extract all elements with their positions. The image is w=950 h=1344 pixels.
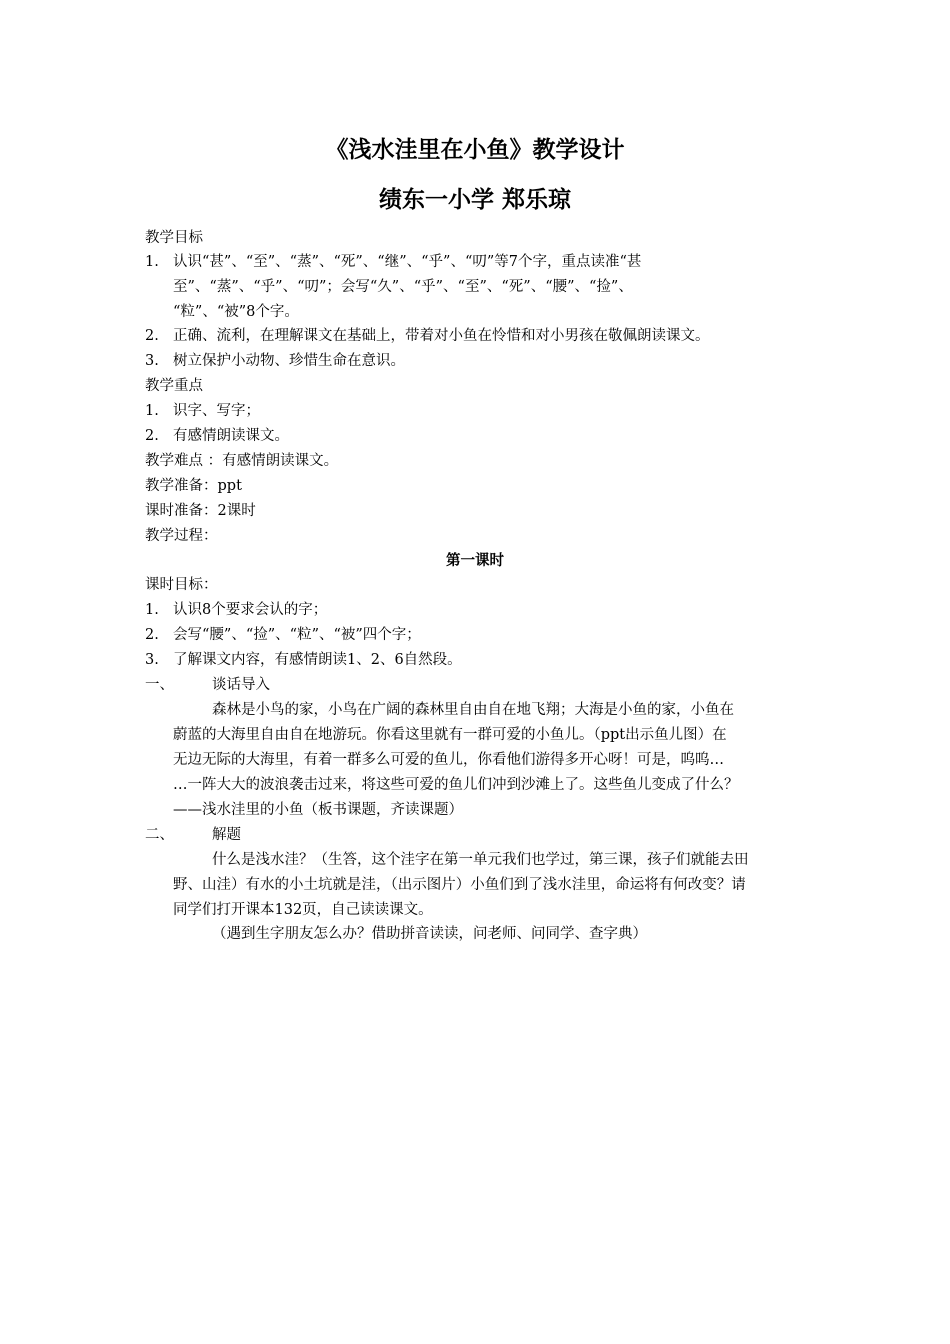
key-point-2-text: 有感情朗读课文。: [173, 428, 289, 444]
objective-1-line-3: “粒”、“被”8个字。: [173, 304, 299, 320]
objective-2-text: 正确、流利，在理解课文在基础上，带着对小鱼在怜惜和对小男孩在敬佩朗读课文。: [173, 328, 710, 344]
document-title: 《浅水洼里在小鱼》教学设计: [325, 137, 625, 163]
key-point-1-number: 1.: [145, 403, 159, 419]
key-point-2-number: 2.: [145, 428, 159, 444]
section-1-paragraph-line-3: 无边无际的大海里，有着一群多么可爱的鱼儿，你看他们游得多开心呀！可是，呜呜…: [173, 752, 724, 768]
author-line: 绩东一小学 郑乐琼: [378, 187, 571, 213]
lesson-goal-3-text: 了解课文内容，有感情朗读1、2、6自然段。: [173, 652, 462, 668]
process-line: 教学过程：: [145, 528, 218, 544]
objective-1-line-1: 认识“甚”、“至”、“蒸”、“死”、“继”、“乎”、“叨”等7个字，重点读准“甚: [173, 254, 642, 270]
objective-2-number: 2.: [145, 328, 159, 344]
section-2-paragraph-line-3: 同学们打开课本132页，自己读读课文。: [173, 902, 433, 918]
objective-1-number: 1.: [145, 254, 159, 270]
lesson-goal-1-text: 认识8个要求会认的字；: [173, 602, 328, 618]
section-1-paragraph-line-5: ——浅水洼里的小鱼（板书课题，齐读课题）: [173, 802, 463, 818]
section-1-heading: 谈话导入: [212, 677, 270, 693]
objectives-heading: 教学目标: [145, 230, 203, 246]
section-2-heading: 解题: [212, 827, 241, 843]
section-1-paragraph-line-4: …一阵大大的波浪袭击过来，将这些可爱的鱼儿们冲到沙滩上了。这些鱼儿变成了什么？: [173, 777, 739, 793]
lesson-1-heading: 第一课时: [446, 552, 504, 569]
difficulty-line: 教学难点 ：有感情朗读课文。: [145, 453, 339, 469]
lesson-goals-heading: 课时目标：: [145, 577, 218, 593]
hours-line: 课时准备：2课时: [145, 503, 256, 519]
lesson-goal-2-number: 2.: [145, 627, 159, 643]
preparation-line: 教学准备：ppt: [145, 478, 242, 494]
objective-3-number: 3.: [145, 353, 159, 369]
objective-1-line-2: 至”、“蒸”、“乎”、“叨”；会写“久”、“乎”、“至”、“死”、“腰”、“捡”、: [173, 279, 633, 295]
section-2-paragraph-line-1: 什么是浅水洼？（生答，这个洼字在第一单元我们也学过，第三课，孩子们就能去田: [212, 852, 749, 868]
section-1-number: 一、: [145, 677, 174, 693]
objective-3-text: 树立保护小动物、珍惜生命在意识。: [173, 353, 405, 369]
section-2-number: 二、: [145, 827, 174, 843]
lesson-goal-3-number: 3.: [145, 652, 159, 668]
key-point-1-text: 识字、写字；: [173, 403, 260, 419]
lesson-goal-1-number: 1.: [145, 602, 159, 618]
section-1-paragraph-line-2: 蔚蓝的大海里自由自在地游玩。你看这里就有一群可爱的小鱼儿。（ppt出示鱼儿图）在: [173, 727, 727, 743]
section-2-paragraph-line-2: 野、山洼）有水的小土坑就是洼，（出示图片）小鱼们到了浅水洼里，命运将有何改变？请: [173, 877, 746, 893]
key-points-heading: 教学重点: [145, 378, 203, 394]
section-2-note: （遇到生字朋友怎么办？借助拼音读读，问老师、问同学、查字典）: [212, 926, 647, 942]
lesson-goal-2-text: 会写“腰”、“捡”、“粒”、“被”四个字；: [173, 627, 421, 643]
section-1-paragraph-line-1: 森林是小鸟的家，小鸟在广阔的森林里自由自在地飞翔；大海是小鱼的家，小鱼在: [212, 702, 734, 718]
